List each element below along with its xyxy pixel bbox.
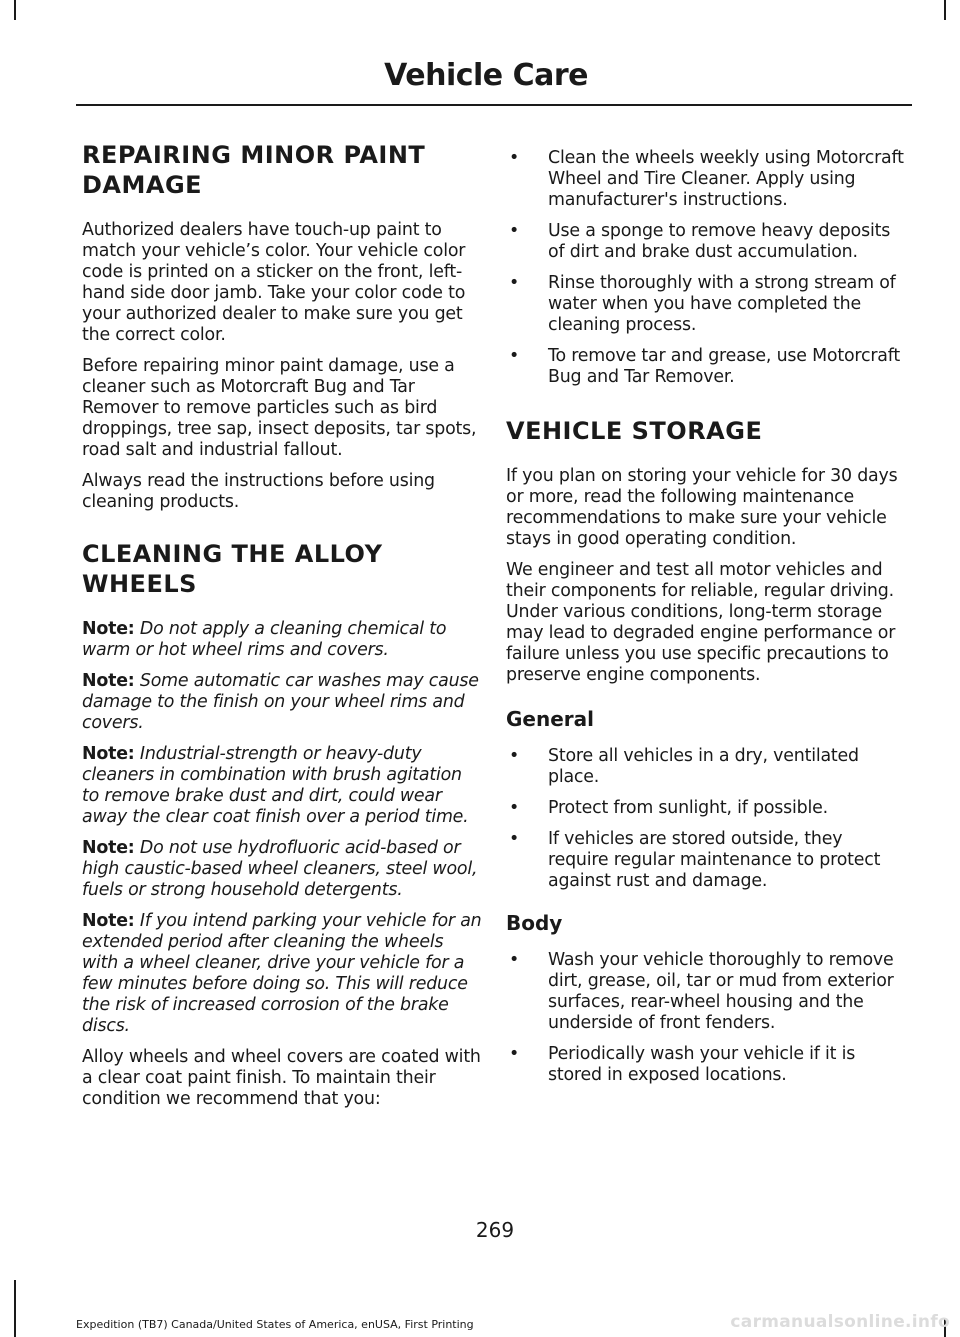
section-heading-repairing-paint: REPAIRING MINOR PAINT DAMAGE: [82, 141, 426, 199]
paragraph: Alloy wheels and wheel covers are coated with a clear coat paint finish. To maintain their condition we recommend that you:: [82, 1047, 481, 1109]
paragraph: Authorized dealers have touch-up paint to match your vehicle’s color. Your vehicle color code is printed on a sticker on the front, left-hand side door jamb. Take your color code to your authorized dealer to make sure you get the correct color.: [82, 220, 466, 345]
note: Note: Do not apply a cleaning chemical to warm or hot wheel rims and covers.: [82, 619, 447, 660]
watermark: carmanualsonline.info: [730, 1312, 950, 1332]
note-label: Note:: [82, 619, 135, 639]
right-column: [506, 148, 906, 1104]
section-heading-vehicle-storage: VEHICLE STORAGE: [506, 417, 763, 445]
crop-mark-top-right: [944, 0, 946, 20]
paragraph: Before repairing minor paint damage, use a cleaner such as Motorcraft Bug and Tar Remover to remove particles such as bird droppings, tree sap, insect deposits, tar spots, road salt and industrial fallout.: [82, 356, 477, 460]
paragraph: If you plan on storing your vehicle for 30 days or more, read the following maintenance recommendations to make sure your vehicle stays in good operating condition.: [506, 466, 898, 549]
list-item: • Store all vehicles in a dry, ventilated place.: [506, 746, 906, 788]
header-divider: [76, 104, 912, 106]
list-item: • Protect from sunlight, if possible.: [506, 798, 906, 819]
page-number: 269: [475, 1218, 515, 1242]
note: Note: Do not use hydrofluoric acid-based or high caustic-based wheel cleaners, steel wool, fuels or strong household detergents.: [82, 838, 478, 900]
wheel-care-list: [506, 148, 906, 388]
list-item: • Clean the wheels weekly using Motorcraft Wheel and Tire Cleaner. Apply using manufacturer's instructions.: [506, 148, 906, 211]
note: Note: If you intend parking your vehicle for an extended period after cleaning the wheels with a wheel cleaner, drive your vehicle for a few minutes before doing so. This will reduce the risk of increased corrosion of the brake discs.: [82, 911, 482, 1036]
paragraph: Always read the instructions before using cleaning products.: [82, 471, 435, 512]
list-item: • Use a sponge to remove heavy deposits of dirt and brake dust accumulation.: [506, 221, 906, 263]
left-column: [82, 140, 482, 1120]
page-title: Vehicle Care: [384, 58, 588, 93]
note: Note: Industrial-strength or heavy-duty cleaners in combination with brush agitation to remove brake dust and dirt, could wear away the clear coat finish over a period time.: [82, 744, 469, 827]
subheading-body: Body: [506, 911, 563, 935]
note-label: Note:: [82, 744, 135, 764]
note-label: Note:: [82, 911, 135, 931]
list-item: • To remove tar and grease, use Motorcraft Bug and Tar Remover.: [506, 346, 906, 388]
crop-mark-bottom-left: [14, 1280, 16, 1337]
section-heading-alloy-wheels: CLEANING THE ALLOY WHEELS: [82, 540, 383, 598]
note: Note: Some automatic car washes may cause damage to the finish on your wheel rims and covers.: [82, 671, 479, 733]
list-item: • If vehicles are stored outside, they require regular maintenance to protect against rust and damage.: [506, 829, 906, 892]
note-label: Note:: [82, 838, 135, 858]
paragraph: We engineer and test all motor vehicles and their components for reliable, regular driving. Under various conditions, long-term storage may lead to degraded engine performance or failure unless you use specific precautions to preserve engine components.: [506, 560, 896, 685]
crop-mark-top-left: [14, 0, 16, 20]
body-list: [506, 950, 906, 1086]
subheading-general: General: [506, 707, 594, 731]
list-item: • Wash your vehicle thoroughly to remove dirt, grease, oil, tar or mud from exterior surfaces, rear-wheel housing and the underside of front fenders.: [506, 950, 906, 1034]
general-list: [506, 746, 906, 892]
list-item: • Rinse thoroughly with a strong stream of water when you have completed the cleaning process.: [506, 273, 906, 336]
list-item: • Periodically wash your vehicle if it is stored in exposed locations.: [506, 1044, 906, 1086]
note-label: Note:: [82, 671, 135, 691]
publication-info: Expedition (TB7) Canada/United States of America, enUSA, First Printing: [76, 1318, 474, 1331]
